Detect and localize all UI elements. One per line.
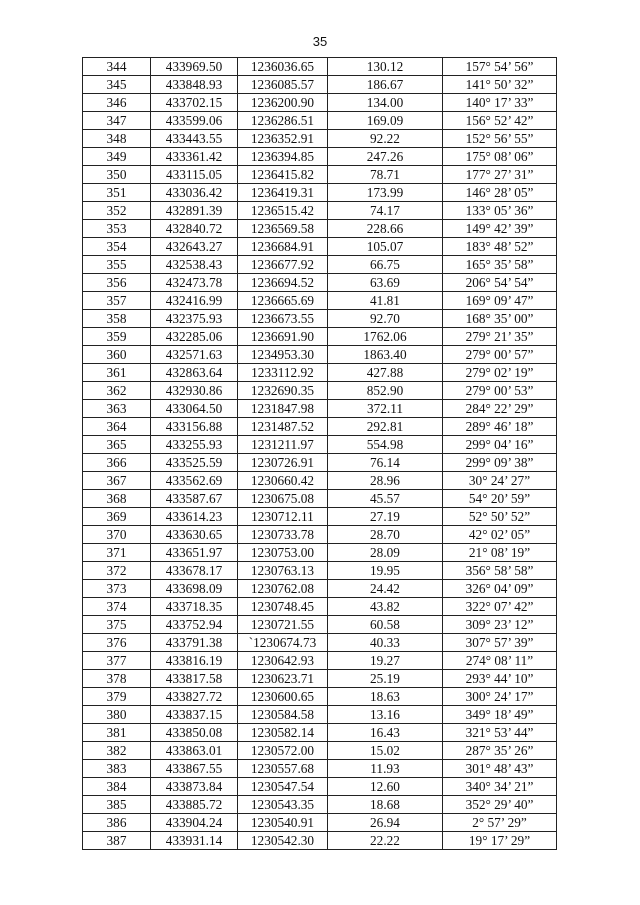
x-coordinate-cell: 433718.35 <box>151 598 238 616</box>
bearing-cell: 340° 34’ 21” <box>443 778 557 796</box>
point-number-cell: 374 <box>83 598 151 616</box>
point-number-cell: 371 <box>83 544 151 562</box>
point-number-cell: 346 <box>83 94 151 112</box>
point-number-cell: 372 <box>83 562 151 580</box>
distance-cell: 18.63 <box>328 688 443 706</box>
point-number-cell: 358 <box>83 310 151 328</box>
table-row <box>83 634 557 652</box>
table-row <box>83 382 557 400</box>
coordinates-table-body <box>83 58 557 850</box>
bearing-cell: 299° 09’ 38” <box>443 454 557 472</box>
x-coordinate-cell: 433904.24 <box>151 814 238 832</box>
table-row <box>83 688 557 706</box>
y-coordinate-cell: 1230623.71 <box>238 670 328 688</box>
y-coordinate-cell: 1236665.69 <box>238 292 328 310</box>
point-number-cell: 349 <box>83 148 151 166</box>
y-coordinate-cell: 1230762.08 <box>238 580 328 598</box>
distance-cell: 169.09 <box>328 112 443 130</box>
table-row <box>83 58 557 76</box>
table-row <box>83 76 557 94</box>
x-coordinate-cell: 433863.01 <box>151 742 238 760</box>
table-row <box>83 526 557 544</box>
bearing-cell: 279° 00’ 53” <box>443 382 557 400</box>
distance-cell: 186.67 <box>328 76 443 94</box>
distance-cell: 27.19 <box>328 508 443 526</box>
y-coordinate-cell: 1231847.98 <box>238 400 328 418</box>
x-coordinate-cell: 433064.50 <box>151 400 238 418</box>
bearing-cell: 352° 29’ 40” <box>443 796 557 814</box>
point-number-cell: 357 <box>83 292 151 310</box>
point-number-cell: 350 <box>83 166 151 184</box>
x-coordinate-cell: 433614.23 <box>151 508 238 526</box>
point-number-cell: 353 <box>83 220 151 238</box>
y-coordinate-cell: 1230726.91 <box>238 454 328 472</box>
distance-cell: 74.17 <box>328 202 443 220</box>
distance-cell: 19.95 <box>328 562 443 580</box>
table-row <box>83 436 557 454</box>
x-coordinate-cell: 433036.42 <box>151 184 238 202</box>
x-coordinate-cell: 432571.63 <box>151 346 238 364</box>
bearing-cell: 149° 42’ 39” <box>443 220 557 238</box>
table-row <box>83 166 557 184</box>
point-number-cell: 379 <box>83 688 151 706</box>
y-coordinate-cell: 1236036.65 <box>238 58 328 76</box>
point-number-cell: 360 <box>83 346 151 364</box>
table-row <box>83 184 557 202</box>
table-row <box>83 130 557 148</box>
bearing-cell: 177° 27’ 31” <box>443 166 557 184</box>
point-number-cell: 373 <box>83 580 151 598</box>
bearing-cell: 169° 09’ 47” <box>443 292 557 310</box>
table-row <box>83 796 557 814</box>
y-coordinate-cell: 1230712.11 <box>238 508 328 526</box>
table-row <box>83 670 557 688</box>
y-coordinate-cell: 1231487.52 <box>238 418 328 436</box>
bearing-cell: 141° 50’ 32” <box>443 76 557 94</box>
point-number-cell: 369 <box>83 508 151 526</box>
distance-cell: 554.98 <box>328 436 443 454</box>
distance-cell: 173.99 <box>328 184 443 202</box>
x-coordinate-cell: 432863.64 <box>151 364 238 382</box>
x-coordinate-cell: 433867.55 <box>151 760 238 778</box>
point-number-cell: 355 <box>83 256 151 274</box>
x-coordinate-cell: 433837.15 <box>151 706 238 724</box>
y-coordinate-cell: 1230543.35 <box>238 796 328 814</box>
distance-cell: 372.11 <box>328 400 443 418</box>
table-row <box>83 472 557 490</box>
y-coordinate-cell: 1236515.42 <box>238 202 328 220</box>
x-coordinate-cell: 433115.05 <box>151 166 238 184</box>
y-coordinate-cell: 1234953.30 <box>238 346 328 364</box>
table-row <box>83 148 557 166</box>
point-number-cell: 366 <box>83 454 151 472</box>
x-coordinate-cell: 433702.15 <box>151 94 238 112</box>
x-coordinate-cell: 433885.72 <box>151 796 238 814</box>
y-coordinate-cell: 1236286.51 <box>238 112 328 130</box>
x-coordinate-cell: 433848.93 <box>151 76 238 94</box>
y-coordinate-cell: 1230763.13 <box>238 562 328 580</box>
point-number-cell: 352 <box>83 202 151 220</box>
bearing-cell: 309° 23’ 12” <box>443 616 557 634</box>
table-row <box>83 724 557 742</box>
table-row <box>83 580 557 598</box>
x-coordinate-cell: 432375.93 <box>151 310 238 328</box>
table-row <box>83 562 557 580</box>
bearing-cell: 287° 35’ 26” <box>443 742 557 760</box>
x-coordinate-cell: 433587.67 <box>151 490 238 508</box>
bearing-cell: 140° 17’ 33” <box>443 94 557 112</box>
x-coordinate-cell: 433791.38 <box>151 634 238 652</box>
x-coordinate-cell: 433873.84 <box>151 778 238 796</box>
table-row <box>83 202 557 220</box>
table-row <box>83 364 557 382</box>
bearing-cell: 279° 21’ 35” <box>443 328 557 346</box>
point-number-cell: 348 <box>83 130 151 148</box>
point-number-cell: 356 <box>83 274 151 292</box>
distance-cell: 25.19 <box>328 670 443 688</box>
bearing-cell: 356° 58’ 58” <box>443 562 557 580</box>
distance-cell: 28.96 <box>328 472 443 490</box>
coordinates-table <box>82 57 557 850</box>
distance-cell: 28.09 <box>328 544 443 562</box>
bearing-cell: 157° 54’ 56” <box>443 58 557 76</box>
table-row <box>83 544 557 562</box>
point-number-cell: 375 <box>83 616 151 634</box>
distance-cell: 92.22 <box>328 130 443 148</box>
y-coordinate-cell: 1230572.00 <box>238 742 328 760</box>
point-number-cell: 378 <box>83 670 151 688</box>
y-coordinate-cell: 1231211.97 <box>238 436 328 454</box>
point-number-cell: 370 <box>83 526 151 544</box>
table-row <box>83 760 557 778</box>
y-coordinate-cell: 1230600.65 <box>238 688 328 706</box>
y-coordinate-cell: 1236673.55 <box>238 310 328 328</box>
bearing-cell: 279° 02’ 19” <box>443 364 557 382</box>
table-row <box>83 346 557 364</box>
point-number-cell: 387 <box>83 832 151 850</box>
table-row <box>83 310 557 328</box>
x-coordinate-cell: 433827.72 <box>151 688 238 706</box>
distance-cell: 12.60 <box>328 778 443 796</box>
table-row <box>83 742 557 760</box>
table-row <box>83 328 557 346</box>
point-number-cell: 380 <box>83 706 151 724</box>
bearing-cell: 206° 54’ 54” <box>443 274 557 292</box>
y-coordinate-cell: 1236677.92 <box>238 256 328 274</box>
table-row <box>83 652 557 670</box>
point-number-cell: 354 <box>83 238 151 256</box>
x-coordinate-cell: 432643.27 <box>151 238 238 256</box>
distance-cell: 1762.06 <box>328 328 443 346</box>
point-number-cell: 361 <box>83 364 151 382</box>
distance-cell: 78.71 <box>328 166 443 184</box>
table-row <box>83 112 557 130</box>
x-coordinate-cell: 433931.14 <box>151 832 238 850</box>
x-coordinate-cell: 433156.88 <box>151 418 238 436</box>
y-coordinate-cell: 1236684.91 <box>238 238 328 256</box>
y-coordinate-cell: 1230542.30 <box>238 832 328 850</box>
bearing-cell: 326° 04’ 09” <box>443 580 557 598</box>
distance-cell: 228.66 <box>328 220 443 238</box>
table-row <box>83 238 557 256</box>
y-coordinate-cell: 1236200.90 <box>238 94 328 112</box>
table-row <box>83 508 557 526</box>
bearing-cell: 30° 24’ 27” <box>443 472 557 490</box>
table-row <box>83 490 557 508</box>
x-coordinate-cell: 433969.50 <box>151 58 238 76</box>
bearing-cell: 300° 24’ 17” <box>443 688 557 706</box>
x-coordinate-cell: 432285.06 <box>151 328 238 346</box>
bearing-cell: 274° 08’ 11” <box>443 652 557 670</box>
y-coordinate-cell: 1236394.85 <box>238 148 328 166</box>
y-coordinate-cell: 1236085.57 <box>238 76 328 94</box>
x-coordinate-cell: 433562.69 <box>151 472 238 490</box>
distance-cell: 15.02 <box>328 742 443 760</box>
bearing-cell: 133° 05’ 36” <box>443 202 557 220</box>
table-row <box>83 418 557 436</box>
distance-cell: 11.93 <box>328 760 443 778</box>
distance-cell: 41.81 <box>328 292 443 310</box>
bearing-cell: 321° 53’ 44” <box>443 724 557 742</box>
y-coordinate-cell: 1236691.90 <box>238 328 328 346</box>
x-coordinate-cell: 433651.97 <box>151 544 238 562</box>
table-row <box>83 400 557 418</box>
distance-cell: 40.33 <box>328 634 443 652</box>
distance-cell: 852.90 <box>328 382 443 400</box>
point-number-cell: 344 <box>83 58 151 76</box>
table-row <box>83 598 557 616</box>
table-row <box>83 778 557 796</box>
y-coordinate-cell: 1230540.91 <box>238 814 328 832</box>
point-number-cell: 381 <box>83 724 151 742</box>
point-number-cell: 384 <box>83 778 151 796</box>
y-coordinate-cell: 1230584.58 <box>238 706 328 724</box>
bearing-cell: 289° 46’ 18” <box>443 418 557 436</box>
x-coordinate-cell: 432473.78 <box>151 274 238 292</box>
bearing-cell: 293° 44’ 10” <box>443 670 557 688</box>
table-row <box>83 292 557 310</box>
distance-cell: 16.43 <box>328 724 443 742</box>
distance-cell: 292.81 <box>328 418 443 436</box>
distance-cell: 134.00 <box>328 94 443 112</box>
bearing-cell: 299° 04’ 16” <box>443 436 557 454</box>
bearing-cell: 52° 50’ 52” <box>443 508 557 526</box>
x-coordinate-cell: 433599.06 <box>151 112 238 130</box>
distance-cell: 92.70 <box>328 310 443 328</box>
x-coordinate-cell: 433678.17 <box>151 562 238 580</box>
x-coordinate-cell: 433443.55 <box>151 130 238 148</box>
table-row <box>83 832 557 850</box>
point-number-cell: 363 <box>83 400 151 418</box>
bearing-cell: 21° 08’ 19” <box>443 544 557 562</box>
point-number-cell: 364 <box>83 418 151 436</box>
x-coordinate-cell: 433698.09 <box>151 580 238 598</box>
x-coordinate-cell: 433817.58 <box>151 670 238 688</box>
bearing-cell: 54° 20’ 59” <box>443 490 557 508</box>
distance-cell: 247.26 <box>328 148 443 166</box>
x-coordinate-cell: 433525.59 <box>151 454 238 472</box>
point-number-cell: 376 <box>83 634 151 652</box>
distance-cell: 130.12 <box>328 58 443 76</box>
point-number-cell: 368 <box>83 490 151 508</box>
distance-cell: 19.27 <box>328 652 443 670</box>
bearing-cell: 2° 57’ 29” <box>443 814 557 832</box>
table-row <box>83 256 557 274</box>
y-coordinate-cell: 1232690.35 <box>238 382 328 400</box>
distance-cell: 13.16 <box>328 706 443 724</box>
distance-cell: 24.42 <box>328 580 443 598</box>
point-number-cell: 345 <box>83 76 151 94</box>
point-number-cell: 362 <box>83 382 151 400</box>
bearing-cell: 168° 35’ 00” <box>443 310 557 328</box>
point-number-cell: 365 <box>83 436 151 454</box>
bearing-cell: 301° 48’ 43” <box>443 760 557 778</box>
table-row <box>83 220 557 238</box>
y-coordinate-cell: 1230753.00 <box>238 544 328 562</box>
bearing-cell: 19° 17’ 29” <box>443 832 557 850</box>
x-coordinate-cell: 433361.42 <box>151 148 238 166</box>
distance-cell: 45.57 <box>328 490 443 508</box>
table-row <box>83 94 557 112</box>
y-coordinate-cell: 1230547.54 <box>238 778 328 796</box>
bearing-cell: 165° 35’ 58” <box>443 256 557 274</box>
bearing-cell: 183° 48’ 52” <box>443 238 557 256</box>
y-coordinate-cell: 1230557.68 <box>238 760 328 778</box>
y-coordinate-cell: 1230733.78 <box>238 526 328 544</box>
y-coordinate-cell: 1236419.31 <box>238 184 328 202</box>
distance-cell: 66.75 <box>328 256 443 274</box>
point-number-cell: 385 <box>83 796 151 814</box>
y-coordinate-cell: 1230582.14 <box>238 724 328 742</box>
point-number-cell: 359 <box>83 328 151 346</box>
point-number-cell: 351 <box>83 184 151 202</box>
x-coordinate-cell: 432840.72 <box>151 220 238 238</box>
table-row <box>83 454 557 472</box>
y-coordinate-cell: `1230674.73 <box>238 634 328 652</box>
bearing-cell: 307° 57’ 39” <box>443 634 557 652</box>
point-number-cell: 383 <box>83 760 151 778</box>
x-coordinate-cell: 433752.94 <box>151 616 238 634</box>
x-coordinate-cell: 432416.99 <box>151 292 238 310</box>
table-row <box>83 616 557 634</box>
bearing-cell: 146° 28’ 05” <box>443 184 557 202</box>
bearing-cell: 156° 52’ 42” <box>443 112 557 130</box>
y-coordinate-cell: 1230748.45 <box>238 598 328 616</box>
y-coordinate-cell: 1230721.55 <box>238 616 328 634</box>
y-coordinate-cell: 1230642.93 <box>238 652 328 670</box>
y-coordinate-cell: 1230660.42 <box>238 472 328 490</box>
bearing-cell: 279° 00’ 57” <box>443 346 557 364</box>
bearing-cell: 349° 18’ 49” <box>443 706 557 724</box>
y-coordinate-cell: 1230675.08 <box>238 490 328 508</box>
y-coordinate-cell: 1236694.52 <box>238 274 328 292</box>
distance-cell: 427.88 <box>328 364 443 382</box>
table-row <box>83 706 557 724</box>
distance-cell: 28.70 <box>328 526 443 544</box>
x-coordinate-cell: 433255.93 <box>151 436 238 454</box>
x-coordinate-cell: 432538.43 <box>151 256 238 274</box>
x-coordinate-cell: 433850.08 <box>151 724 238 742</box>
point-number-cell: 382 <box>83 742 151 760</box>
table-row <box>83 814 557 832</box>
y-coordinate-cell: 1236352.91 <box>238 130 328 148</box>
bearing-cell: 175° 08’ 06” <box>443 148 557 166</box>
x-coordinate-cell: 432891.39 <box>151 202 238 220</box>
x-coordinate-cell: 433630.65 <box>151 526 238 544</box>
distance-cell: 76.14 <box>328 454 443 472</box>
distance-cell: 22.22 <box>328 832 443 850</box>
x-coordinate-cell: 432930.86 <box>151 382 238 400</box>
distance-cell: 26.94 <box>328 814 443 832</box>
bearing-cell: 42° 02’ 05” <box>443 526 557 544</box>
distance-cell: 60.58 <box>328 616 443 634</box>
distance-cell: 43.82 <box>328 598 443 616</box>
bearing-cell: 322° 07’ 42” <box>443 598 557 616</box>
distance-cell: 63.69 <box>328 274 443 292</box>
distance-cell: 105.07 <box>328 238 443 256</box>
point-number-cell: 377 <box>83 652 151 670</box>
y-coordinate-cell: 1233112.92 <box>238 364 328 382</box>
page-number: 35 <box>312 34 328 49</box>
point-number-cell: 367 <box>83 472 151 490</box>
point-number-cell: 347 <box>83 112 151 130</box>
point-number-cell: 386 <box>83 814 151 832</box>
y-coordinate-cell: 1236569.58 <box>238 220 328 238</box>
table-row <box>83 274 557 292</box>
y-coordinate-cell: 1236415.82 <box>238 166 328 184</box>
distance-cell: 1863.40 <box>328 346 443 364</box>
bearing-cell: 284° 22’ 29” <box>443 400 557 418</box>
distance-cell: 18.68 <box>328 796 443 814</box>
x-coordinate-cell: 433816.19 <box>151 652 238 670</box>
bearing-cell: 152° 56’ 55” <box>443 130 557 148</box>
